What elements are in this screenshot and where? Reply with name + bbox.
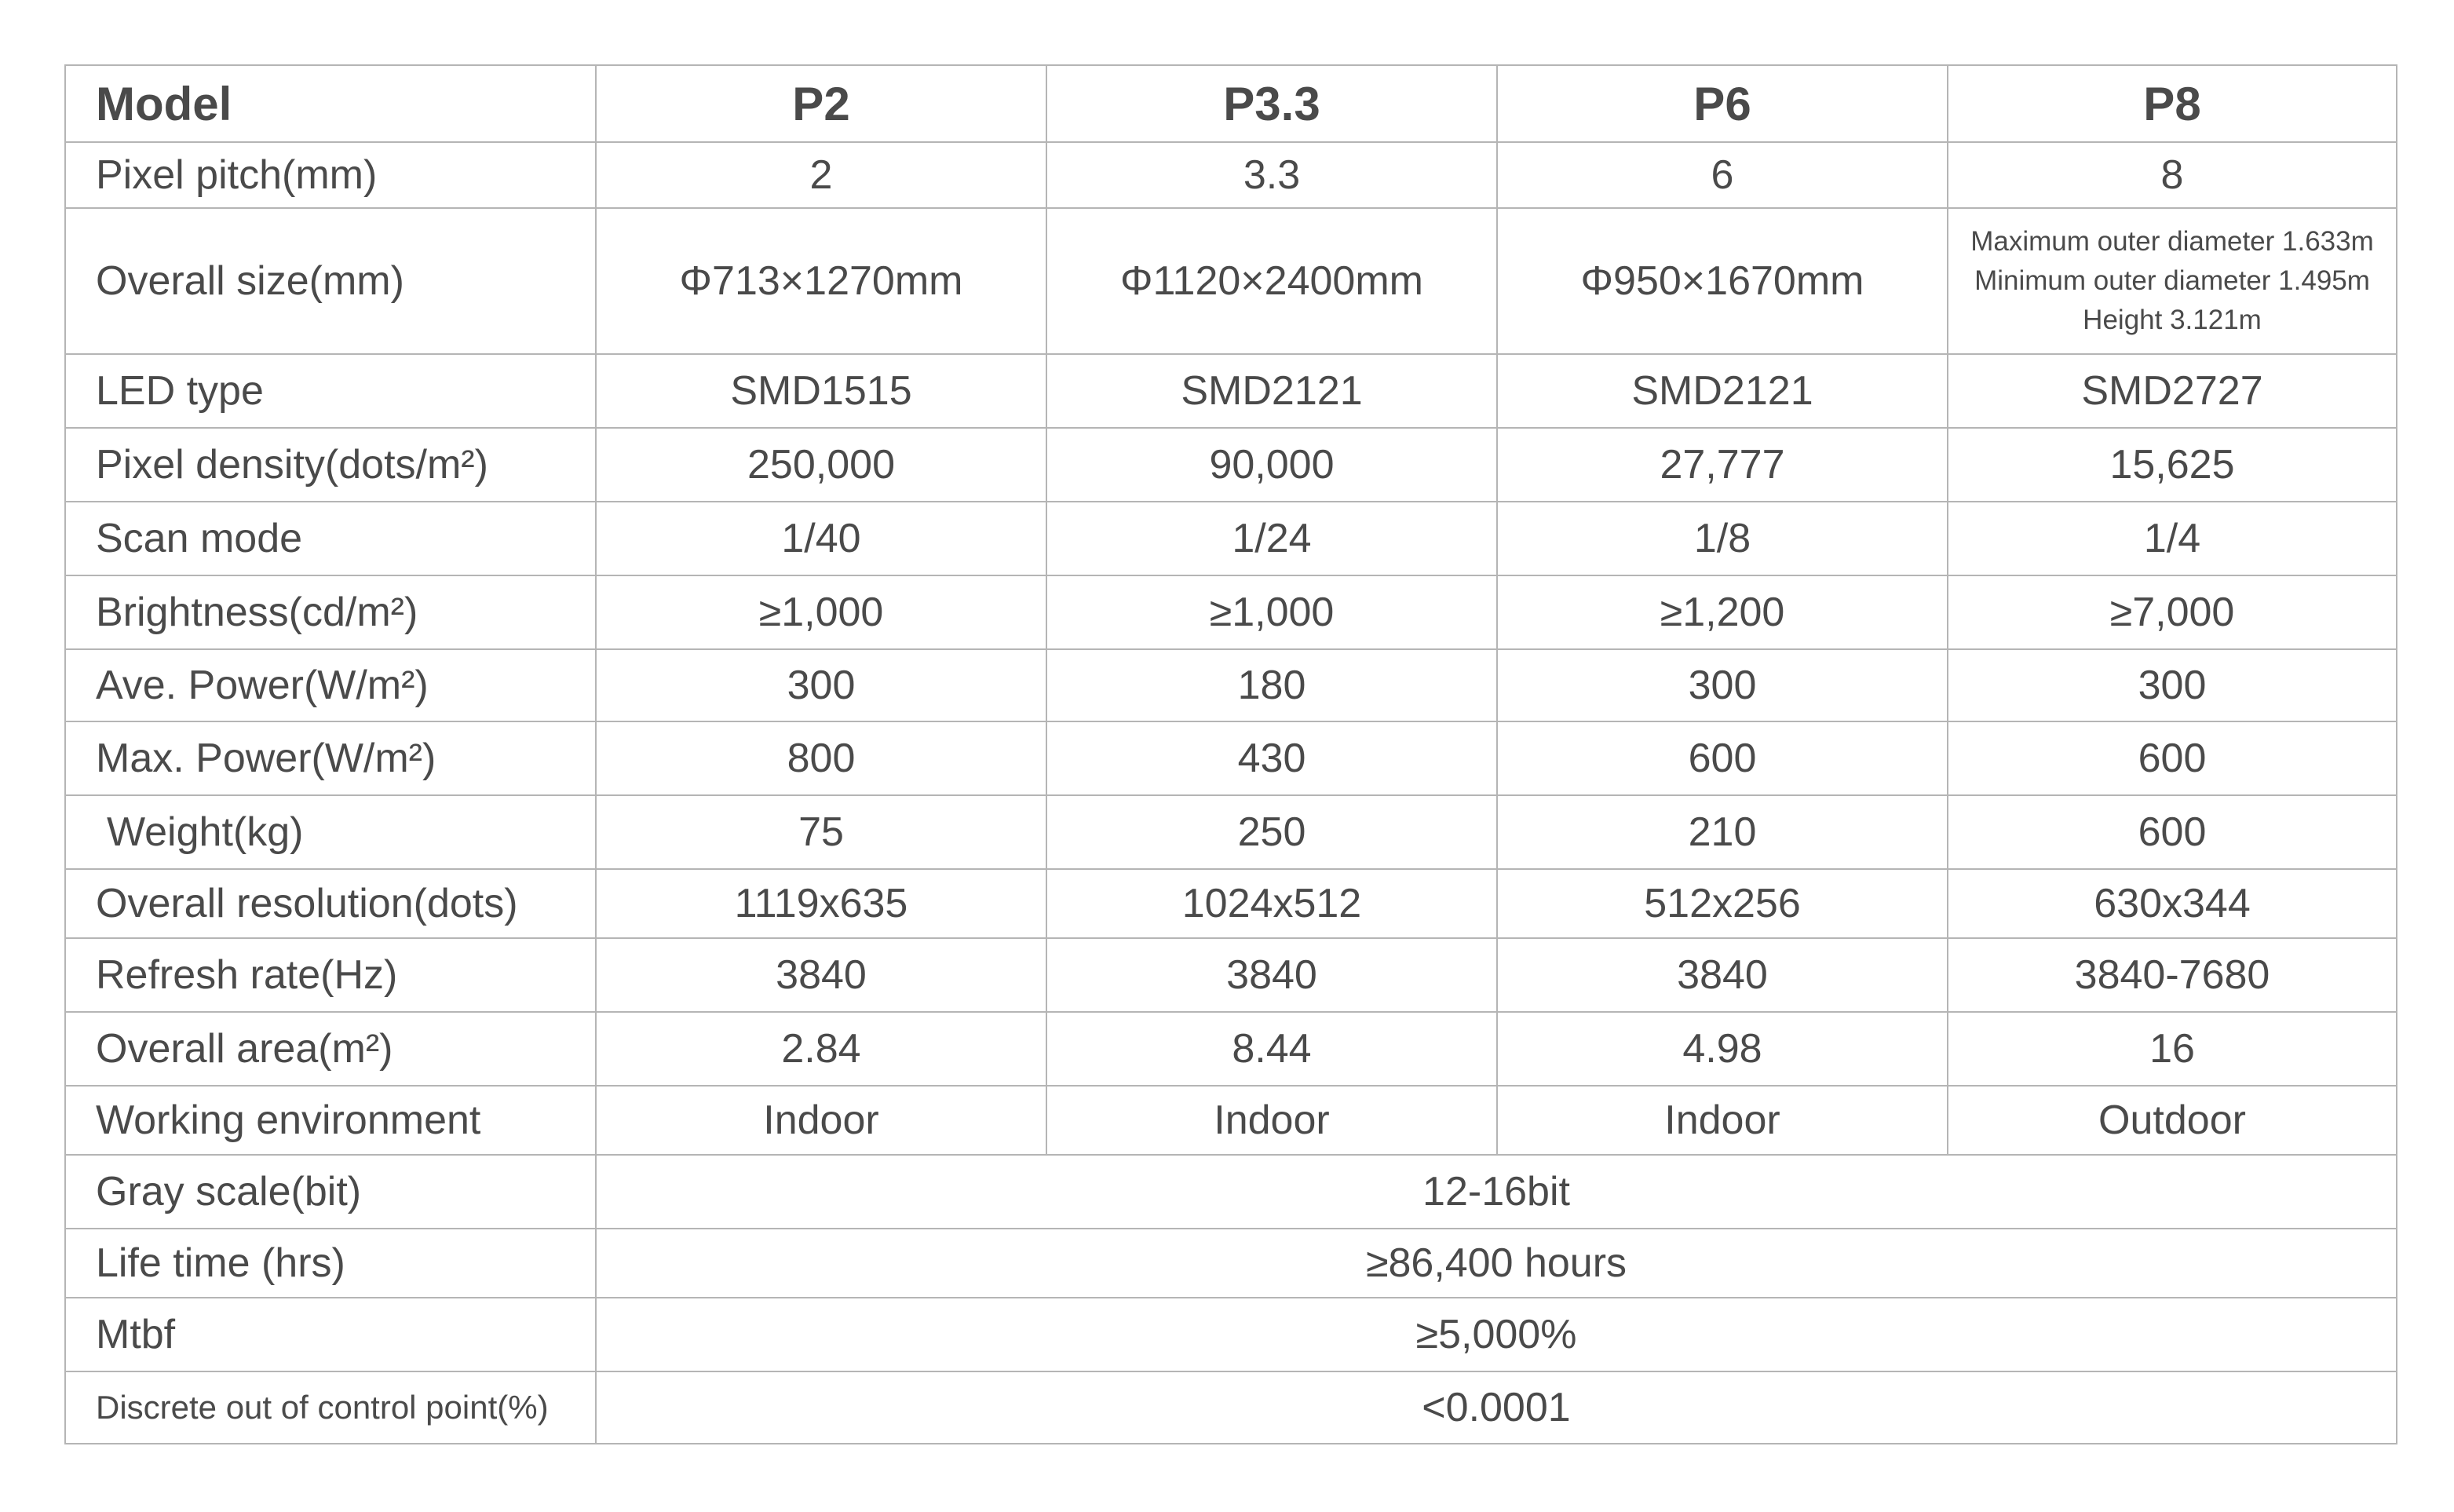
- cell-value: 27,777: [1497, 428, 1948, 502]
- cell-value: 15,625: [1948, 428, 2397, 502]
- cell-value: 3840: [596, 938, 1046, 1012]
- cell-value: 6: [1497, 142, 1948, 208]
- cell-value: 600: [1948, 795, 2397, 869]
- cell-value: 1024x512: [1046, 869, 1497, 938]
- table-row: [65, 1155, 2397, 1229]
- header-row: [65, 65, 2397, 142]
- cell-value: Φ1120×2400mm: [1046, 208, 1497, 354]
- cell-value: 1/4: [1948, 502, 2397, 575]
- cell-value: Indoor: [1497, 1086, 1948, 1155]
- cell-value: SMD1515: [596, 354, 1046, 428]
- row-label: Pixel pitch(mm): [65, 142, 596, 208]
- table-row: [65, 142, 2397, 208]
- row-label: Brightness(cd/m²): [65, 575, 596, 649]
- cell-value: 8: [1948, 142, 2397, 208]
- model-p6-header: P6: [1497, 65, 1948, 142]
- cell-value: 600: [1497, 721, 1948, 795]
- row-label: Overall resolution(dots): [65, 869, 596, 938]
- row-label: Discrete out of control point(%): [65, 1371, 596, 1444]
- cell-value: Φ713×1270mm: [596, 208, 1046, 354]
- cell-value: 250,000: [596, 428, 1046, 502]
- cell-value: 210: [1497, 795, 1948, 869]
- row-label: Overall area(m²): [65, 1012, 596, 1086]
- model-p8-header: P8: [1948, 65, 2397, 142]
- cell-value: 300: [1948, 649, 2397, 721]
- cell-value: 8.44: [1046, 1012, 1497, 1086]
- cell-line: Height 3.121m: [2083, 305, 2262, 335]
- table-row: [65, 869, 2397, 938]
- cell-value: 3840: [1046, 938, 1497, 1012]
- cell-value: 3840-7680: [1948, 938, 2397, 1012]
- cell-value: 1/24: [1046, 502, 1497, 575]
- cell-value: Indoor: [1046, 1086, 1497, 1155]
- merged-cell-value: <0.0001: [596, 1371, 2397, 1444]
- row-label: Max. Power(W/m²): [65, 721, 596, 795]
- table-row: [65, 354, 2397, 428]
- table-row: [65, 1012, 2397, 1086]
- row-label: Ave. Power(W/m²): [65, 649, 596, 721]
- cell-value: 300: [596, 649, 1046, 721]
- merged-cell-value: 12-16bit: [596, 1155, 2397, 1229]
- row-label: Scan mode: [65, 502, 596, 575]
- table-row: [65, 1086, 2397, 1155]
- table-row: [65, 649, 2397, 721]
- merged-cell-value: ≥5,000%: [596, 1298, 2397, 1371]
- cell-value: ≥7,000: [1948, 575, 2397, 649]
- table-row: [65, 575, 2397, 649]
- table-row: [65, 502, 2397, 575]
- row-label: Weight(kg): [65, 795, 596, 869]
- table-row: [65, 721, 2397, 795]
- cell-value: 1/8: [1497, 502, 1948, 575]
- cell-value: 800: [596, 721, 1046, 795]
- cell-value: 180: [1046, 649, 1497, 721]
- cell-line: Minimum outer diameter 1.495m: [1974, 265, 2370, 296]
- model-p33-header: P3.3: [1046, 65, 1497, 142]
- table-row: [65, 208, 2397, 354]
- cell-line: Maximum outer diameter 1.633m: [1970, 226, 2374, 257]
- row-label: Pixel density(dots/m²): [65, 428, 596, 502]
- cell-value: ≥1,000: [1046, 575, 1497, 649]
- cell-value: 1/40: [596, 502, 1046, 575]
- cell-value: 3.3: [1046, 142, 1497, 208]
- row-label: Life time (hrs): [65, 1229, 596, 1298]
- table-row: [65, 1371, 2397, 1444]
- table-row: [65, 795, 2397, 869]
- table-row: [65, 1229, 2397, 1298]
- cell-value: 300: [1497, 649, 1948, 721]
- merged-cell-value: ≥86,400 hours: [596, 1229, 2397, 1298]
- cell-value: Outdoor: [1948, 1086, 2397, 1155]
- cell-value: 600: [1948, 721, 2397, 795]
- row-label: Working environment: [65, 1086, 596, 1155]
- spec-table: [64, 64, 2397, 1444]
- cell-value: SMD2121: [1497, 354, 1948, 428]
- cell-value: 90,000: [1046, 428, 1497, 502]
- cell-value: 2: [596, 142, 1046, 208]
- row-label: Refresh rate(Hz): [65, 938, 596, 1012]
- cell-value-multiline: [1948, 208, 2397, 354]
- row-label: Mtbf: [65, 1298, 596, 1371]
- cell-value: 16: [1948, 1012, 2397, 1086]
- cell-value: SMD2727: [1948, 354, 2397, 428]
- cell-value: 512x256: [1497, 869, 1948, 938]
- cell-value: 1119x635: [596, 869, 1046, 938]
- cell-value: 430: [1046, 721, 1497, 795]
- cell-value: 630x344: [1948, 869, 2397, 938]
- cell-value: 3840: [1497, 938, 1948, 1012]
- row-label: Gray scale(bit): [65, 1155, 596, 1229]
- cell-value: ≥1,000: [596, 575, 1046, 649]
- cell-value: Indoor: [596, 1086, 1046, 1155]
- cell-value: ≥1,200: [1497, 575, 1948, 649]
- model-p2-header: P2: [596, 65, 1046, 142]
- cell-value: 2.84: [596, 1012, 1046, 1086]
- row-label: LED type: [65, 354, 596, 428]
- cell-value: 4.98: [1497, 1012, 1948, 1086]
- table-row: [65, 428, 2397, 502]
- cell-value: Φ950×1670mm: [1497, 208, 1948, 354]
- cell-value: 75: [596, 795, 1046, 869]
- table-row: [65, 938, 2397, 1012]
- row-label: Overall size(mm): [65, 208, 596, 354]
- cell-value: 250: [1046, 795, 1497, 869]
- cell-value: SMD2121: [1046, 354, 1497, 428]
- model-header: Model: [65, 65, 596, 142]
- table-row: [65, 1298, 2397, 1371]
